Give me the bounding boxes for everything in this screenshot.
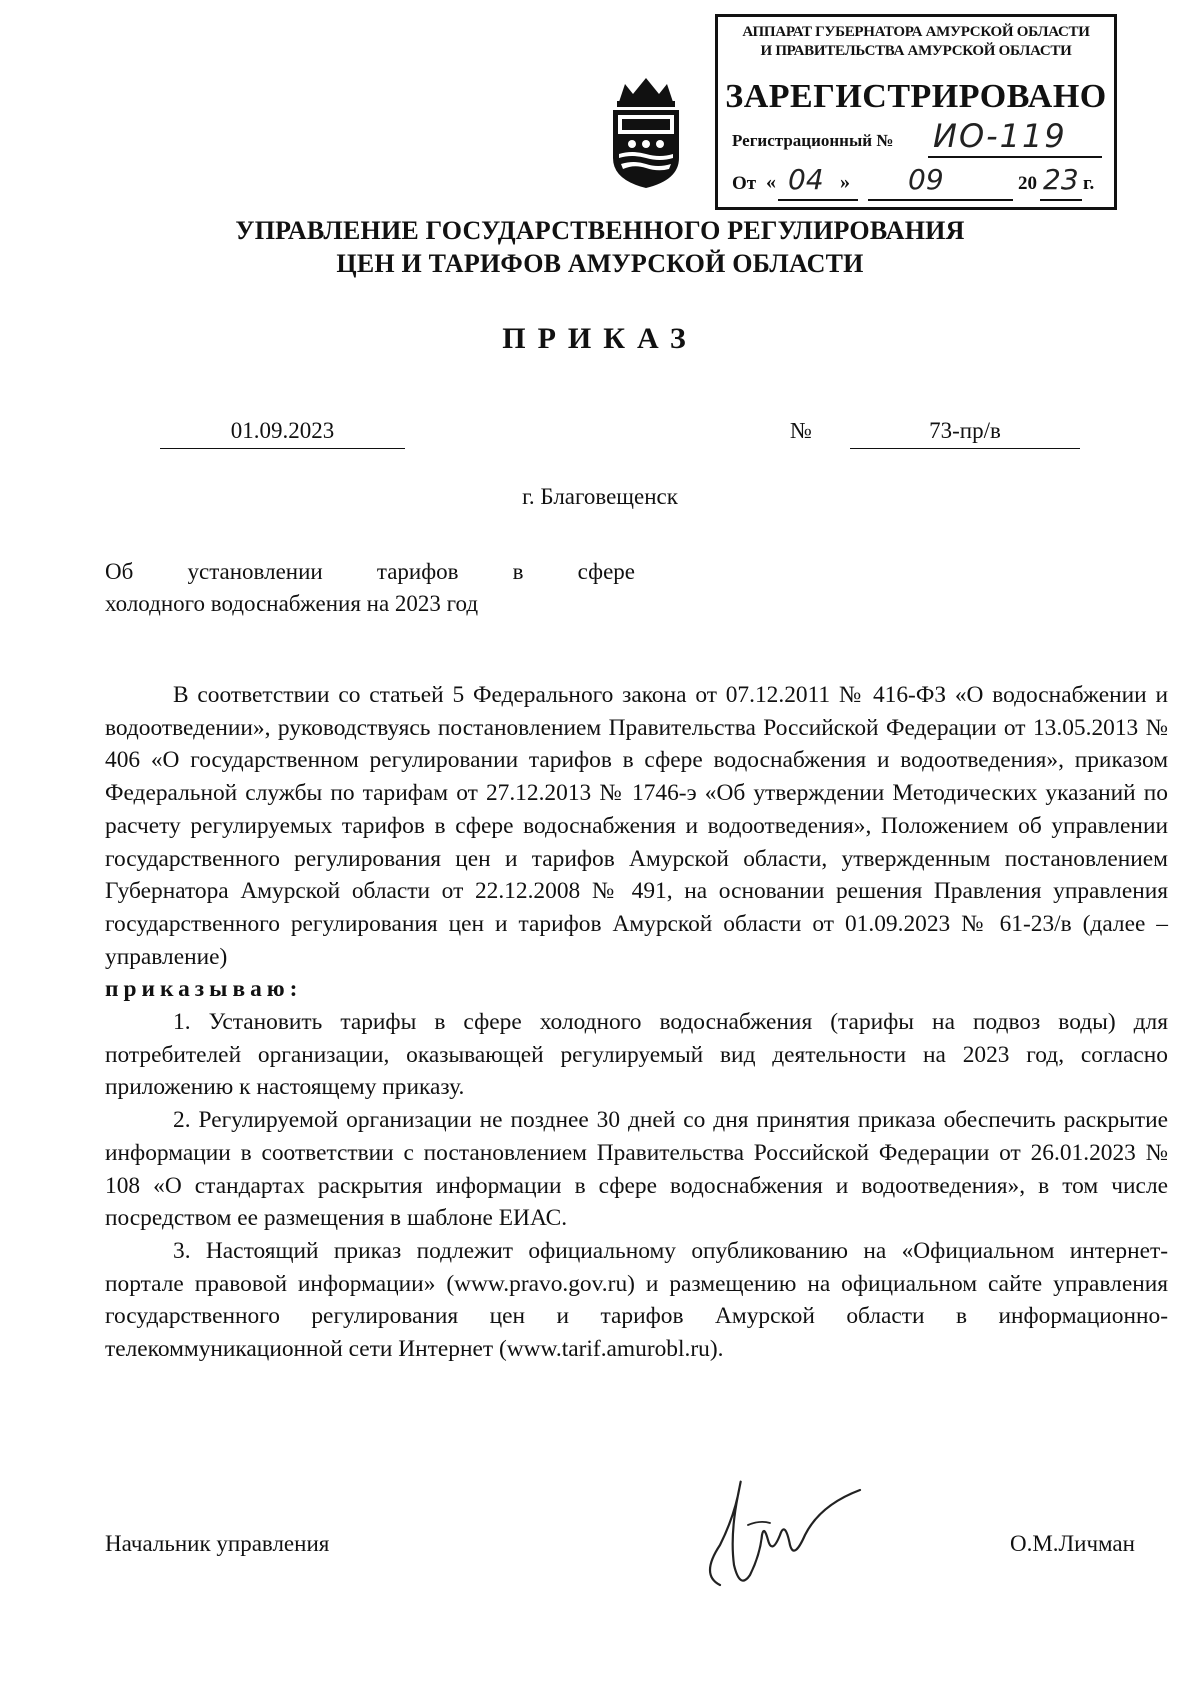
stamp-quote-open: « [766, 171, 776, 193]
stamp-year-underline [1040, 199, 1082, 201]
stamp-org-line1: АППАРАТ ГУБЕРНАТОРА АМУРСКОЙ ОБЛАСТИ [742, 24, 1090, 40]
signatory-name: О.М.Личман [1010, 1531, 1135, 1556]
number-sign: № [790, 418, 812, 443]
org-name-line1: УПРАВЛЕНИЕ ГОСУДАРСТВЕННОГО РЕГУЛИРОВАНИЯ [235, 216, 965, 245]
item-paragraph-1: 1. Установить тарифы в сфере холодного водоснабжения (тарифы на подвоз воды) для потребителей организации, оказывающей регулируемый вид деятельности на 2023 год, согласно приложению к настоящему приказу. [105, 1009, 1168, 1101]
stamp-year-prefix: 20 [1018, 173, 1037, 194]
document-subject [105, 556, 635, 620]
stamp-quote-close: » [840, 171, 850, 193]
coat-of-arms-icon [605, 74, 687, 190]
stamp-year-suffix: 23 [1043, 163, 1079, 196]
stamp-month: 09 [908, 163, 944, 196]
stamp-from-label: От [732, 173, 757, 194]
subject-line2: холодного водоснабжения на 2023 год [105, 591, 479, 616]
stamp-year-unit: г. [1083, 173, 1095, 194]
stamp-org-line2: И ПРАВИТЕЛЬСТВА АМУРСКОЙ ОБЛАСТИ [760, 43, 1072, 59]
city: г. Благовещенск [522, 484, 678, 509]
org-name-line2: ЦЕН И ТАРИФОВ АМУРСКОЙ ОБЛАСТИ [336, 249, 864, 278]
stamp-reg-underline [928, 156, 1102, 158]
document-date: 01.09.2023 [230, 418, 335, 443]
signatory-title: Начальник управления [105, 1531, 330, 1556]
stamp-reg-label: Регистрационный № [732, 131, 894, 150]
number-underline [850, 448, 1080, 449]
stamp-title: ЗАРЕГИСТРИРОВАНО [725, 78, 1107, 115]
stamp-month-underline [868, 199, 1013, 201]
item-paragraph-3: 3. Настоящий приказ подлежит официальному опубликованию на «Официальном интернет-портале правовой информации» (www.pravo.gov.ru) и размещению на официальном сайте управления государственного регулирования цен и тарифов Амурской области в информационно-телекоммуникационной сети Интернет (www.tarif.amurobl.ru). [105, 1237, 1168, 1363]
stamp-day: 04 [788, 163, 824, 196]
document-type: ПРИКАЗ [502, 322, 698, 355]
subject-line1: Об установлении тарифов в сфере [105, 559, 635, 584]
date-underline [160, 448, 405, 449]
preamble-paragraph: В соответствии со статьей 5 Федерального закона от 07.12.2011 № 416-ФЗ «О водоснабжении и водоотведении», руководствуясь постановлением Правительства Российской Федерации от 13.05.2013 № 406 «О государственном регулировании тарифов в сфере водоснабжения и водоотведения», приказом Федеральной службы по тарифам от 27.12.2013 № 1746-э «Об утверждении Методических указаний по расчету регулируемых тарифов в сфере водоснабжения и водоотведения», Положением об управлении государственного регулирования цен и тарифов Амурской области, утвержденным постановлением Губернатора Амурской области от 22.12.2008 № 491, на основании решения Правления управления государственного регулирования цен и тарифов Амурской области от 01.09.2023 № 61-23/в (далее – управление) [105, 682, 1168, 970]
document-number: 73-пр/в [929, 418, 1001, 443]
document-body [105, 679, 1168, 1366]
decree-word: приказываю: [105, 976, 303, 1003]
registration-stamp [715, 14, 1117, 210]
stamp-reg-number: ИО-119 [933, 117, 1067, 155]
handwritten-signature [690, 1465, 890, 1605]
stamp-day-underline [778, 199, 858, 201]
item-paragraph-2: 2. Регулируемой организации не позднее 30 дней со дня принятия приказа обеспечить раскрытие информации в соответствии с постановлением Правительства Российской Федерации от 26.01.2023 № 108 «О стандартах раскрытия информации в сфере водоснабжения и водоотведения», в том числе посредством ее размещения в шаблоне ЕИАС. [105, 1107, 1168, 1232]
